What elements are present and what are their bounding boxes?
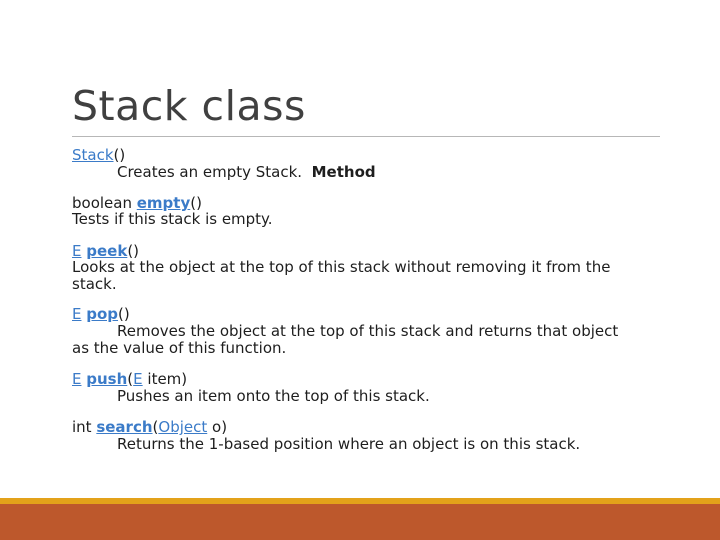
signature-parens: () — [190, 194, 202, 212]
return-type: boolean — [72, 194, 137, 212]
constructor-signature — [72, 147, 125, 164]
push-signature — [72, 371, 187, 388]
description-text: Creates an empty Stack. — [117, 163, 303, 181]
push-link[interactable]: push — [86, 370, 128, 388]
signature-parens: () — [127, 242, 140, 260]
footer-accent-stripe — [0, 498, 720, 504]
e-type-link[interactable]: E — [72, 305, 82, 323]
stack-link[interactable]: Stack — [72, 146, 114, 164]
slide-title: Stack class — [72, 82, 306, 130]
peek-description-cont: stack. — [72, 275, 117, 293]
param-name: item) — [142, 370, 188, 388]
push-description: Pushes an item onto the top of this stack. — [117, 387, 430, 405]
open-paren: ( — [127, 370, 134, 388]
pop-description: Removes the object at the top of this stack and returns that object — [117, 322, 619, 340]
footer-bar — [0, 498, 720, 540]
pop-link[interactable]: pop — [86, 305, 119, 323]
search-signature — [72, 419, 227, 436]
peek-description: Looks at the object at the top of this stack without removing it from the — [72, 258, 611, 276]
constructor-description — [117, 164, 376, 181]
e-param-type-link[interactable]: E — [133, 370, 143, 388]
signature-parens: () — [118, 305, 130, 323]
title-divider — [72, 136, 660, 137]
signature-parens: () — [113, 146, 126, 164]
e-type-link[interactable]: E — [72, 242, 82, 260]
empty-description: Tests if this stack is empty. — [72, 210, 273, 228]
empty-link[interactable]: empty — [136, 194, 191, 212]
search-link[interactable]: search — [96, 418, 153, 436]
pop-description-cont: as the value of this function. — [72, 339, 287, 357]
method-heading: Method — [311, 163, 376, 181]
return-type: int — [72, 418, 97, 436]
param-name: o) — [207, 418, 228, 436]
object-type-link[interactable]: Object — [158, 418, 208, 436]
peek-link[interactable]: peek — [86, 242, 128, 260]
pop-signature — [72, 306, 130, 323]
e-type-link[interactable]: E — [72, 370, 82, 388]
open-paren: ( — [152, 418, 159, 436]
search-description: Returns the 1-based position where an object is on this stack. — [117, 435, 581, 453]
